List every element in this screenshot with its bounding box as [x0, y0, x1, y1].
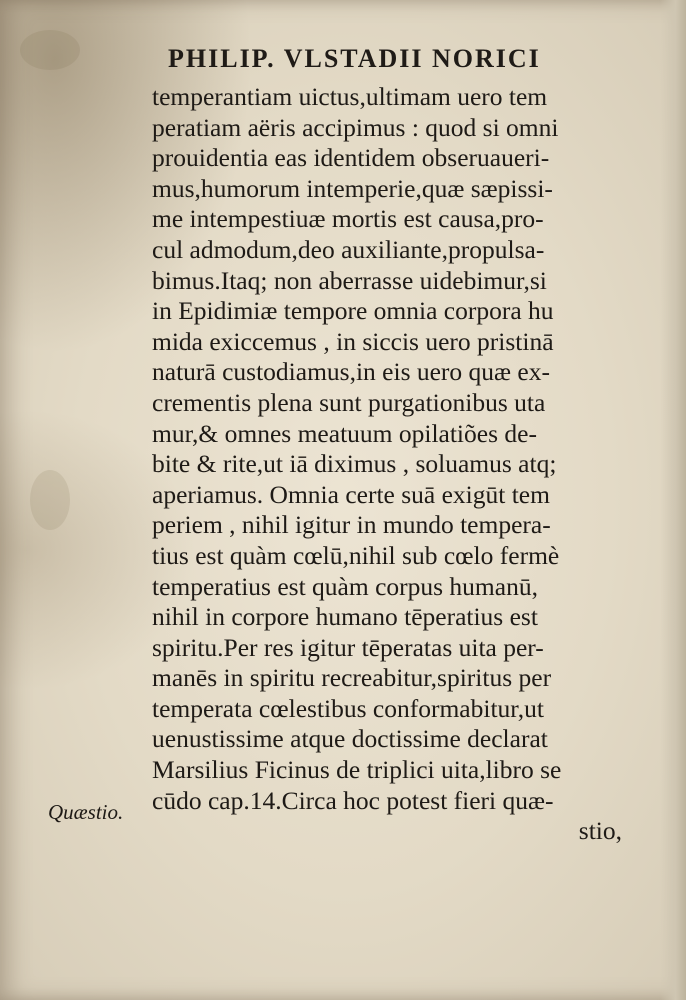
text-line: cūdo cap.14.Circa hoc potest fieri quæ-: [152, 785, 554, 815]
text-line: tius est quàm cœlū,nihil sub cœlo fermè: [152, 540, 560, 570]
text-line: aperiamus. Omnia certe suā exigūt tem: [152, 479, 550, 509]
text-line: crementis plena sunt purgationibus uta: [152, 387, 546, 417]
text-line: mida exiccemus , in siccis uero pristinā: [152, 326, 554, 356]
paper-stain: [20, 30, 80, 70]
text-line: peratiam aëris accipimus : quod si omni: [152, 112, 559, 142]
text-line: periem , nihil igitur in mundo tempera-: [152, 510, 551, 540]
text-line: Marsilius Ficinus de triplici uita,libro se: [152, 755, 562, 785]
text-line: temperatius est quàm corpus humanū,: [152, 571, 538, 601]
text-line: uenustissime atque doctissime declarat: [152, 724, 548, 754]
text-line: cul admodum,deo auxiliante,propulsa-: [152, 234, 545, 264]
text-line: bite & rite,ut iā diximus , soluamus atq;: [152, 449, 557, 479]
text-line: mur,& omnes meatuum opilatiões de-: [152, 418, 537, 448]
running-header: PHILIP. VLSTADII NORICI: [168, 44, 541, 73]
text-line: nihil in corpore humano tēperatius est: [152, 602, 538, 632]
text-line: stio,: [578, 816, 622, 846]
body-text: [152, 82, 622, 847]
text-line: naturā custodiamus,in eis uero quæ ex-: [152, 357, 550, 387]
paper-stain: [30, 470, 70, 530]
text-line: temperantiam uictus,ultimam uero tem: [152, 82, 548, 111]
text-line: me intempestiuæ mortis est causa,pro-: [152, 204, 544, 234]
margin-note: Quæstio.: [48, 800, 124, 824]
text-line: spiritu.Per res igitur tēperatas uita per-: [152, 632, 544, 662]
text-line: in Epidimiæ tempore omnia corpora hu: [152, 296, 554, 326]
text-line: prouidentia eas identidem obseruaueri-: [152, 143, 550, 173]
text-line: bimus.Itaq; non aberrasse uidebimur,si: [152, 265, 547, 295]
page-edge: [660, 0, 686, 1000]
text-line: mus,humorum intemperie,quæ sæpissi-: [152, 173, 553, 203]
text-line: temperata cœlestibus conformabitur,ut: [152, 693, 544, 723]
text-line: manēs in spiritu recreabitur,spiritus per: [152, 663, 552, 693]
